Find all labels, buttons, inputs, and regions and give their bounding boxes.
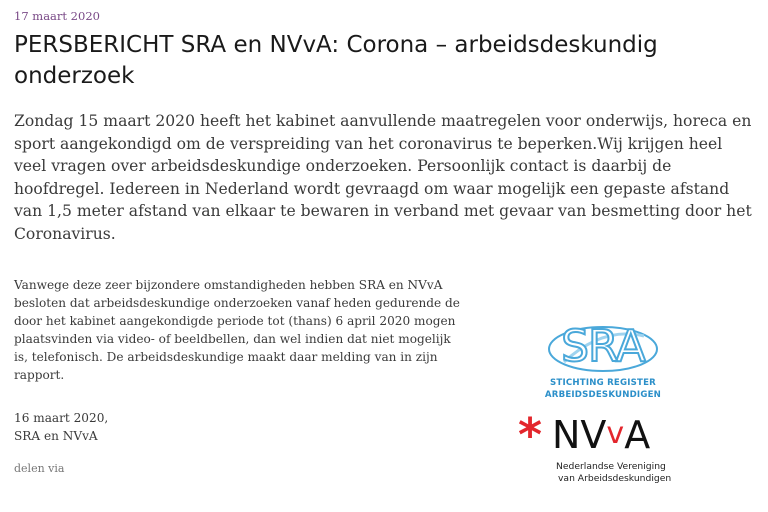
signoff-org: SRA en NVvA [14, 429, 98, 443]
article-date: 17 maart 2020 [14, 9, 100, 23]
sra-line2: ARBEIDSDESKUNDIGEN [544, 390, 662, 400]
article-body: Vanwege deze zeer bijzondere omstandigheden hebben SRA en NVvA besloten dat arbeidsdeskundige onderzoeken vanaf heden gedurende de door het kabinet aangekondigde periode tot (thans) 6 april 2020 mogen plaatsvinden via video- of beeldbellen, dan wel indien dat niet mogelijk is, telefonisch. De arbeidsdeskundige maakt daar melding van in zijn rapport. [14, 278, 460, 382]
nvva-line2: van Arbeidsdeskundigen [558, 473, 672, 484]
article-title: PERSBERICHT SRA en NVvA: Corona – arbeidsdeskundig onderzoek [14, 32, 658, 89]
sra-wordmark: SRA [561, 321, 645, 372]
nvva-wordmark [552, 415, 650, 459]
nvva-wordmark-a: A [624, 413, 651, 457]
nvva-line1: Nederlandse Vereniging [556, 461, 666, 472]
article-signoff [14, 409, 108, 445]
signoff-date: 16 maart 2020, [14, 411, 109, 425]
nvva-wordmark-nv: NV [552, 413, 607, 457]
sra-line1: STICHTING REGISTER [550, 378, 656, 388]
nvva-logo [518, 408, 688, 486]
nvva-star-icon: * [518, 408, 543, 462]
sra-logo [544, 322, 662, 406]
article-lead: Zondag 15 maart 2020 heeft het kabinet aanvullende maatregelen voor onderwijs, horeca en sport aangekondigd om de verspreiding van het coronavirus te beperken.Wij krijgen heel veel vragen over arbeidsdeskundige onderzoeken. Persoonlijk contact is daarbij de hoofdregel. Iedereen in Nederland wordt gevraagd om waar mogelijk een gepaste afstand van 1,5 meter afstand van elkaar te bewaren in verband met gevaar van besmetting door het Coronavirus. [14, 112, 752, 243]
nvva-wordmark-v: v [606, 416, 625, 451]
share-link[interactable]: delen via [14, 462, 65, 475]
